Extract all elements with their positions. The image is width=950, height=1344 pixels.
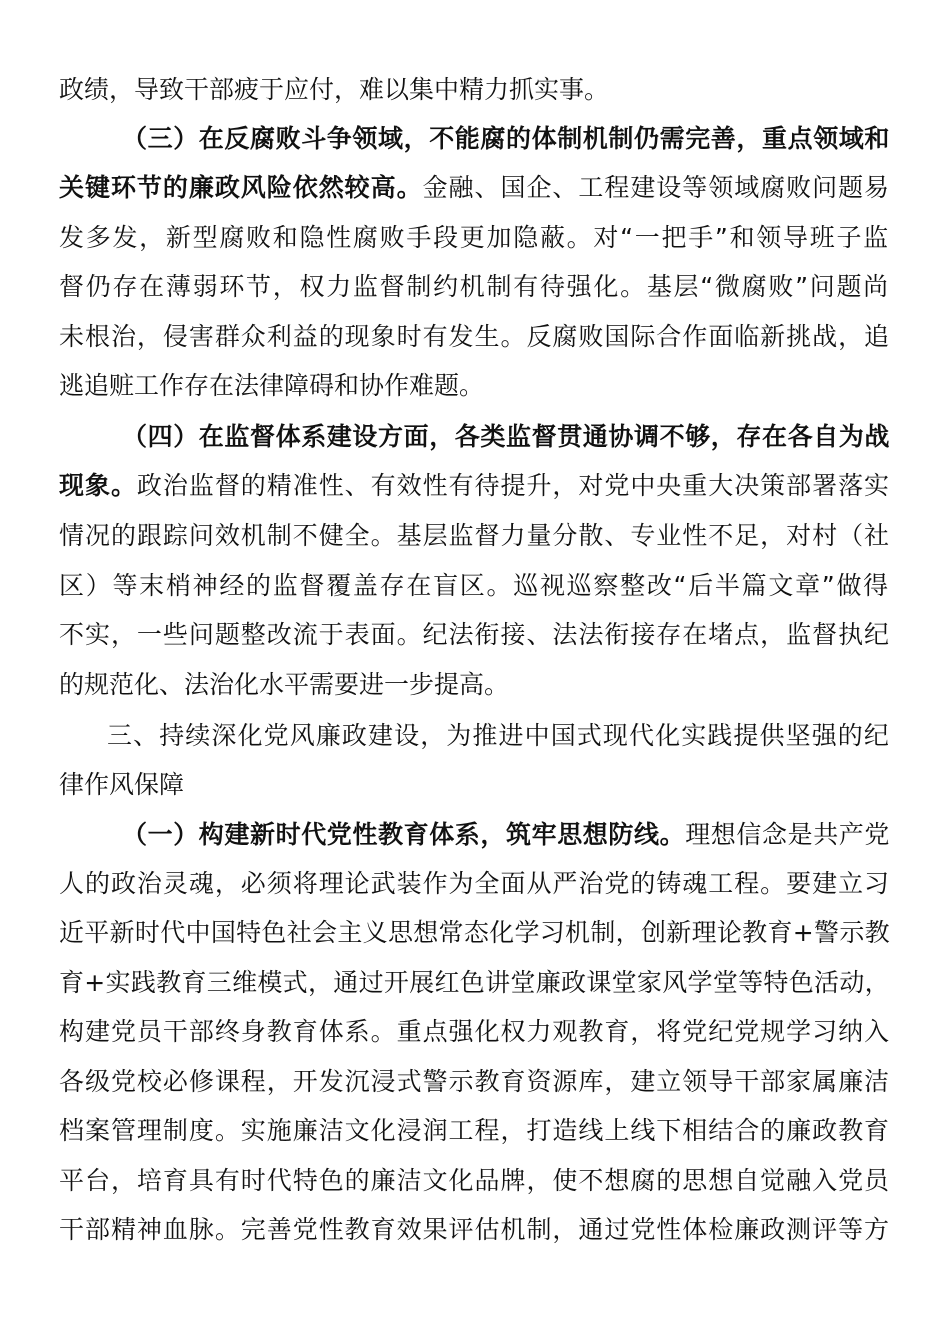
text-line: [59, 864, 890, 904]
text-run: 人的政治灵魂，必须将理论武装作为全面从严治党的铸魂工程。要建立习: [59, 869, 891, 898]
text-run: 督仍存在薄弱环节，权力监督制约机制有待强化。基层“微腐败”问题尚: [59, 272, 890, 301]
text-run: 近平新时代中国特色社会主义思想常态化学习机制，创新理论教育+警示教: [59, 918, 890, 947]
bold-text: （一）构建新时代党性教育体系，筑牢思想防线。: [122, 820, 686, 849]
text-run: 理想信念是共产党: [685, 820, 891, 849]
text-line: [59, 1062, 890, 1102]
text-run: 育+实践教育三维模式，通过开展红色讲堂廉政课堂家风学堂等特色活动，: [59, 968, 890, 997]
text-run: 构建党员干部终身教育体系。重点强化权力观教育，将党纪党规学习纳入: [59, 1017, 891, 1046]
text-run: 档案管理制度。实施廉洁文化浸润工程，打造线上线下相结合的廉政教育: [59, 1116, 891, 1145]
text-run: 各级党校必修课程，开发沉浸式警示教育资源库，建立领导干部家属廉洁: [59, 1067, 891, 1096]
bold-text: （三）在反腐败斗争领域，不能腐的体制机制仍需完善，重点领域和: [122, 124, 891, 153]
bold-text: 关键环节的廉政风险依然较高。: [59, 173, 423, 202]
text-line: [59, 1012, 890, 1052]
text-run: 律作风保障: [59, 770, 185, 799]
chapter-heading-line: [107, 716, 890, 756]
text-run: 的规范化、法治化水平需要进一步提高。: [59, 670, 510, 699]
text-line: [59, 963, 890, 1003]
text-line: [59, 665, 509, 705]
chapter-heading-line: [59, 765, 184, 805]
text-run: 逃追赃工作存在法律障碍和协作难题。: [59, 371, 485, 400]
text-line: [59, 218, 890, 258]
text-run: 不实，一些问题整改流于表面。纪法衔接、法法衔接存在堵点，监督执纪: [59, 620, 891, 649]
text-run: 发多发，新型腐败和隐性腐败手段更加隐蔽。对“一把手”和领导班子监: [59, 223, 890, 252]
bold-text: （四）在监督体系建设方面，各类监督贯通协调不够，存在各自为战: [122, 422, 891, 451]
text-line: [59, 317, 890, 357]
text-run: 区）等末梢神经的监督覆盖存在盲区。巡视巡察整改“后半篇文章”做得: [59, 571, 890, 600]
text-run: 干部精神血脉。完善党性教育效果评估机制，通过党性体检廉政测评等方: [59, 1215, 891, 1244]
text-line: [59, 516, 890, 556]
text-run: 平台，培育具有时代特色的廉洁文化品牌，使不想腐的思想自觉融入党员: [59, 1166, 891, 1195]
text-run: 三、持续深化党风廉政建设，为推进中国式现代化实践提供坚强的纪: [107, 721, 891, 750]
text-line: [59, 366, 484, 406]
section-heading-line: [122, 815, 890, 855]
section-heading-line: [59, 168, 890, 208]
bold-text: 现象。: [59, 471, 137, 500]
text-run: 情况的跟踪问效机制不健全。基层监督力量分散、专业性不足，对村（社: [59, 521, 891, 550]
text-line: [59, 913, 890, 953]
text-line: [59, 566, 890, 606]
text-line: [59, 70, 609, 110]
text-run: 政治监督的精准性、有效性有待提升，对党中央重大决策部署落实: [136, 471, 891, 500]
text-line: [59, 1161, 890, 1201]
text-line: [59, 615, 890, 655]
section-heading-line: [122, 417, 890, 457]
section-heading-line: [59, 466, 890, 506]
text-line: [59, 1111, 890, 1151]
text-run: 未根治，侵害群众利益的现象时有发生。反腐败国际合作面临新挑战，追: [59, 322, 891, 351]
text-run: 金融、国企、工程建设等领域腐败问题易: [422, 173, 891, 202]
text-run: 政绩，导致干部疲于应付，难以集中精力抓实事。: [59, 75, 610, 104]
text-line: [59, 1210, 890, 1250]
section-heading-line: [122, 119, 890, 159]
text-line: [59, 267, 890, 307]
